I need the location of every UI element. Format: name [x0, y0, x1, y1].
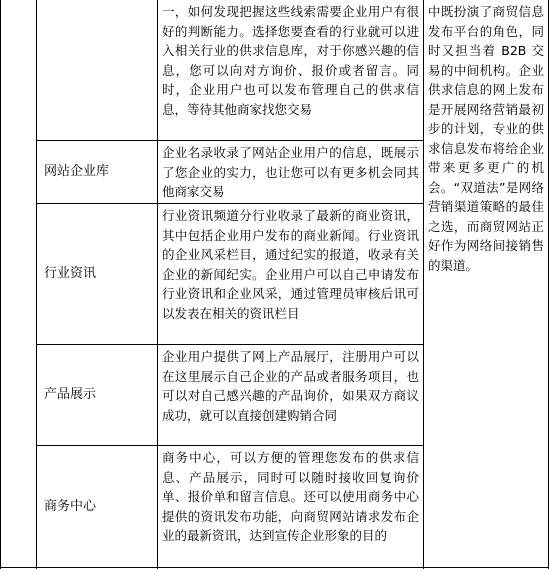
table-row-name: 行业资讯 — [44, 266, 97, 282]
table-row-name: 网站企业库 — [44, 164, 110, 180]
table-row-description: 企业用户提供了网上产品展厅，注册用户可以在这里展示自己企业的产品或者服务项目，也可以对自己感兴趣的产品询价，如果双方商议成功，就可以直接创建购销合同 — [162, 349, 419, 423]
table-row-description: 行业资讯频道分行业收录了最新的商业资讯，其中包括企业用户发布的商业新闻。行业资讯的企业风采栏目，通过纪实的报道，收录有关企业的新闻纪实。企业用户可以自己申请发布行业资讯和企业风采，通过管理员审核后讯可以发表在相关的资讯栏目 — [162, 208, 419, 321]
table-row-name: 产品展示 — [44, 387, 97, 403]
table-row-description: 商务中心，可以方便的管理您发布的供求信息、产品展示，同时可以随时接收回复询价单、报价单和留言信息。还可以使用商务中心提供的资讯发布功能，向商贸网站请求发布企业的最新资讯，达到宣传企业形象的目的 — [162, 450, 419, 543]
table-row-name — [37, 0, 157, 140]
table-row-name: 商务中心 — [44, 498, 97, 514]
side-column-text: 中既扮演了商贸信息发布平台的角色，同时又担当着 B2B 交易的中间机构。企业供求信息的网上发布是开展网络营销最初步的计划，专业的供求信息发布将给企业带来更多更广的机会。“双道法”是网络营销渠道策略的最佳之选，而商贸网站正好作为网络间接销售的渠道。 — [428, 4, 544, 273]
table-border-left — [0, 0, 1, 569]
table-row-description: 企业名录收录了网站企业用户的信息，既展示了您企业的实力，也让您可以有更多机会同其他商家交易 — [162, 145, 419, 199]
table-row-description: 一，如何发现把握这些线索需要企业用户有很好的判断能力。选择您要查看的行业就可以进入相关行业的供求信息库，对于你感兴趣的信息，您可以向对方询价、报价或者留言。同时，企业用户也可以发布管理自己的供求信息，等待其他商家找您交易 — [162, 4, 419, 117]
table-border-bottom — [0, 567, 549, 568]
